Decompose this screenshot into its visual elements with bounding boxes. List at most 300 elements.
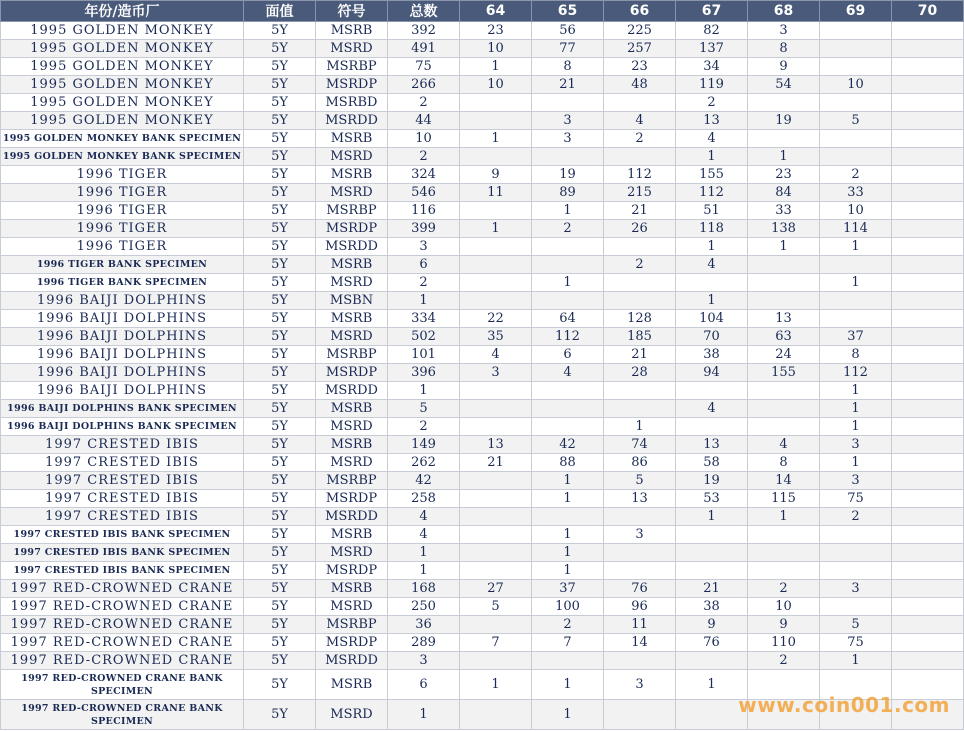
row-coin-name: 1997 CRESTED IBIS BANK SPECIMEN (1, 562, 244, 580)
row-symbol: MSRB (316, 400, 388, 418)
row-coin-name: 1997 RED-CROWNED CRANE BANK SPECIMEN (1, 700, 244, 730)
row-grade-69: 75 (820, 634, 892, 652)
row-grade-64 (460, 616, 532, 634)
row-grade-65: 112 (532, 328, 604, 346)
table-row (1, 454, 964, 472)
row-total: 502 (388, 328, 460, 346)
row-grade-70 (892, 454, 964, 472)
row-grade-64 (460, 112, 532, 130)
table-row (1, 292, 964, 310)
row-grade-66: 21 (604, 346, 676, 364)
row-grade-70 (892, 220, 964, 238)
header-denomination: 面值 (244, 1, 316, 22)
row-grade-69 (820, 310, 892, 328)
row-symbol: MSRBP (316, 58, 388, 76)
row-grade-66 (604, 274, 676, 292)
row-grade-67: 118 (676, 220, 748, 238)
table-row (1, 598, 964, 616)
row-total: 1 (388, 382, 460, 400)
row-denomination: 5Y (244, 382, 316, 400)
row-denomination: 5Y (244, 256, 316, 274)
table-row (1, 94, 964, 112)
row-grade-65: 64 (532, 310, 604, 328)
row-grade-69: 2 (820, 508, 892, 526)
row-grade-64: 22 (460, 310, 532, 328)
row-grade-65: 3 (532, 112, 604, 130)
row-coin-name: 1997 RED-CROWNED CRANE (1, 634, 244, 652)
row-grade-65: 89 (532, 184, 604, 202)
row-grade-64: 35 (460, 328, 532, 346)
row-grade-69: 3 (820, 472, 892, 490)
row-denomination: 5Y (244, 364, 316, 382)
row-grade-64: 1 (460, 130, 532, 148)
row-grade-69 (820, 58, 892, 76)
row-grade-66: 23 (604, 58, 676, 76)
row-coin-name: 1997 CRESTED IBIS (1, 436, 244, 454)
row-grade-65: 56 (532, 22, 604, 40)
row-grade-67: 70 (676, 328, 748, 346)
row-grade-67: 104 (676, 310, 748, 328)
table-row (1, 418, 964, 436)
row-grade-68: 13 (748, 310, 820, 328)
table-row (1, 364, 964, 382)
row-grade-65 (532, 94, 604, 112)
row-grade-67: 38 (676, 598, 748, 616)
row-grade-64 (460, 562, 532, 580)
row-grade-67: 112 (676, 184, 748, 202)
header-grade-67: 67 (676, 1, 748, 22)
row-coin-name: 1997 RED-CROWNED CRANE (1, 598, 244, 616)
table-row (1, 202, 964, 220)
row-grade-69 (820, 256, 892, 274)
row-coin-name: 1996 BAIJI DOLPHINS BANK SPECIMEN (1, 400, 244, 418)
row-grade-69: 8 (820, 346, 892, 364)
row-coin-name: 1996 BAIJI DOLPHINS (1, 382, 244, 400)
row-symbol: MSRDD (316, 238, 388, 256)
row-grade-64 (460, 526, 532, 544)
header-grade-65: 65 (532, 1, 604, 22)
row-total: 1 (388, 700, 460, 730)
row-grade-70 (892, 148, 964, 166)
row-grade-68: 4 (748, 436, 820, 454)
row-symbol: MSRBP (316, 616, 388, 634)
row-grade-66 (604, 238, 676, 256)
row-grade-69: 112 (820, 364, 892, 382)
row-grade-68 (748, 382, 820, 400)
row-total: 4 (388, 508, 460, 526)
row-grade-65: 1 (532, 202, 604, 220)
row-grade-65 (532, 382, 604, 400)
row-grade-69: 1 (820, 652, 892, 670)
header-row (1, 1, 964, 22)
row-grade-68: 19 (748, 112, 820, 130)
row-grade-70 (892, 580, 964, 598)
row-grade-65: 37 (532, 580, 604, 598)
row-grade-64: 21 (460, 454, 532, 472)
table-row (1, 112, 964, 130)
row-grade-69: 75 (820, 490, 892, 508)
row-total: 36 (388, 616, 460, 634)
row-grade-67 (676, 562, 748, 580)
row-coin-name: 1996 BAIJI DOLPHINS (1, 328, 244, 346)
row-symbol: MSRBP (316, 472, 388, 490)
row-total: 1 (388, 292, 460, 310)
row-grade-65: 6 (532, 346, 604, 364)
row-grade-68: 54 (748, 76, 820, 94)
row-grade-69: 1 (820, 454, 892, 472)
row-grade-64: 10 (460, 40, 532, 58)
row-coin-name: 1996 BAIJI DOLPHINS (1, 346, 244, 364)
row-coin-name: 1995 GOLDEN MONKEY (1, 94, 244, 112)
row-grade-69: 1 (820, 238, 892, 256)
row-grade-68: 1 (748, 148, 820, 166)
row-total: 392 (388, 22, 460, 40)
table-row (1, 40, 964, 58)
row-grade-65 (532, 256, 604, 274)
row-grade-69: 1 (820, 382, 892, 400)
row-grade-66 (604, 400, 676, 418)
row-symbol: MSRDP (316, 220, 388, 238)
row-denomination: 5Y (244, 40, 316, 58)
row-grade-66: 2 (604, 130, 676, 148)
row-grade-69: 5 (820, 616, 892, 634)
row-grade-68: 14 (748, 472, 820, 490)
row-grade-64 (460, 418, 532, 436)
row-symbol: MSRB (316, 436, 388, 454)
row-coin-name: 1996 TIGER (1, 202, 244, 220)
row-grade-66 (604, 508, 676, 526)
row-grade-65: 1 (532, 544, 604, 562)
row-grade-70 (892, 562, 964, 580)
row-total: 2 (388, 418, 460, 436)
row-grade-64 (460, 256, 532, 274)
row-grade-69: 5 (820, 112, 892, 130)
row-coin-name: 1997 CRESTED IBIS (1, 508, 244, 526)
row-grade-65: 1 (532, 526, 604, 544)
row-grade-70 (892, 112, 964, 130)
row-grade-66: 74 (604, 436, 676, 454)
row-grade-70 (892, 58, 964, 76)
row-grade-67 (676, 544, 748, 562)
row-grade-64: 9 (460, 166, 532, 184)
row-grade-70 (892, 382, 964, 400)
row-grade-70 (892, 76, 964, 94)
table-row (1, 580, 964, 598)
row-grade-64 (460, 202, 532, 220)
row-symbol: MSRDP (316, 76, 388, 94)
table-row (1, 220, 964, 238)
row-grade-70 (892, 292, 964, 310)
row-grade-68: 110 (748, 634, 820, 652)
table-row (1, 166, 964, 184)
row-grade-70 (892, 508, 964, 526)
row-total: 2 (388, 94, 460, 112)
row-grade-64 (460, 382, 532, 400)
row-coin-name: 1996 TIGER BANK SPECIMEN (1, 256, 244, 274)
row-grade-65: 1 (532, 670, 604, 700)
row-coin-name: 1996 BAIJI DOLPHINS (1, 364, 244, 382)
row-symbol: MSRDP (316, 634, 388, 652)
row-grade-70 (892, 328, 964, 346)
row-symbol: MSRD (316, 328, 388, 346)
row-grade-64: 10 (460, 76, 532, 94)
row-grade-67: 19 (676, 472, 748, 490)
table-row (1, 130, 964, 148)
row-coin-name: 1995 GOLDEN MONKEY (1, 58, 244, 76)
row-coin-name: 1997 CRESTED IBIS (1, 490, 244, 508)
row-grade-69 (820, 22, 892, 40)
row-grade-67: 38 (676, 346, 748, 364)
row-grade-65 (532, 238, 604, 256)
table-row (1, 634, 964, 652)
row-total: 1 (388, 544, 460, 562)
row-denomination: 5Y (244, 562, 316, 580)
row-total: 101 (388, 346, 460, 364)
row-grade-66: 14 (604, 634, 676, 652)
row-grade-66 (604, 562, 676, 580)
row-grade-66: 86 (604, 454, 676, 472)
row-grade-66: 21 (604, 202, 676, 220)
row-grade-67: 34 (676, 58, 748, 76)
row-total: 42 (388, 472, 460, 490)
row-symbol: MSRB (316, 256, 388, 274)
row-grade-70 (892, 634, 964, 652)
row-total: 2 (388, 274, 460, 292)
row-total: 10 (388, 130, 460, 148)
row-denomination: 5Y (244, 454, 316, 472)
row-symbol: MSRD (316, 274, 388, 292)
row-grade-67 (676, 418, 748, 436)
row-grade-70 (892, 256, 964, 274)
row-grade-67: 82 (676, 22, 748, 40)
row-grade-69 (820, 292, 892, 310)
row-grade-66 (604, 94, 676, 112)
row-denomination: 5Y (244, 112, 316, 130)
row-grade-68 (748, 94, 820, 112)
row-grade-69 (820, 40, 892, 58)
row-denomination: 5Y (244, 184, 316, 202)
row-symbol: MSRB (316, 670, 388, 700)
row-grade-64: 7 (460, 634, 532, 652)
row-grade-66: 5 (604, 472, 676, 490)
row-grade-65: 1 (532, 472, 604, 490)
row-grade-67: 4 (676, 400, 748, 418)
row-grade-65: 1 (532, 562, 604, 580)
table-row (1, 652, 964, 670)
row-grade-66: 185 (604, 328, 676, 346)
watermark-logo: www.coin001.com (738, 693, 950, 717)
row-total: 399 (388, 220, 460, 238)
row-grade-64: 27 (460, 580, 532, 598)
row-grade-64: 1 (460, 220, 532, 238)
table-row (1, 58, 964, 76)
row-coin-name: 1996 TIGER (1, 238, 244, 256)
row-denomination: 5Y (244, 58, 316, 76)
row-grade-70 (892, 202, 964, 220)
row-coin-name: 1995 GOLDEN MONKEY BANK SPECIMEN (1, 148, 244, 166)
row-grade-68: 33 (748, 202, 820, 220)
table-row (1, 616, 964, 634)
row-grade-69: 3 (820, 580, 892, 598)
row-total: 334 (388, 310, 460, 328)
row-total: 491 (388, 40, 460, 58)
row-total: 266 (388, 76, 460, 94)
row-grade-67 (676, 652, 748, 670)
row-symbol: MSRDP (316, 490, 388, 508)
row-total: 396 (388, 364, 460, 382)
row-grade-70 (892, 40, 964, 58)
row-grade-66: 257 (604, 40, 676, 58)
row-symbol: MSRBP (316, 202, 388, 220)
row-total: 3 (388, 238, 460, 256)
row-grade-70 (892, 490, 964, 508)
row-grade-70 (892, 346, 964, 364)
row-grade-70 (892, 616, 964, 634)
row-grade-65: 7 (532, 634, 604, 652)
row-grade-68: 24 (748, 346, 820, 364)
row-total: 2 (388, 148, 460, 166)
row-denomination: 5Y (244, 616, 316, 634)
row-symbol: MSRB (316, 526, 388, 544)
table-row (1, 328, 964, 346)
row-grade-68: 115 (748, 490, 820, 508)
row-grade-66: 215 (604, 184, 676, 202)
row-denomination: 5Y (244, 508, 316, 526)
row-denomination: 5Y (244, 220, 316, 238)
row-grade-65 (532, 418, 604, 436)
row-denomination: 5Y (244, 148, 316, 166)
row-grade-65: 1 (532, 274, 604, 292)
row-grade-68 (748, 292, 820, 310)
row-symbol: MSRB (316, 580, 388, 598)
row-symbol: MSRD (316, 700, 388, 730)
row-grade-69: 10 (820, 202, 892, 220)
row-total: 168 (388, 580, 460, 598)
row-grade-67: 1 (676, 238, 748, 256)
row-grade-69 (820, 598, 892, 616)
row-grade-64: 4 (460, 346, 532, 364)
row-denomination: 5Y (244, 292, 316, 310)
row-grade-67: 21 (676, 580, 748, 598)
row-grade-68 (748, 274, 820, 292)
row-symbol: MSRD (316, 544, 388, 562)
row-denomination: 5Y (244, 580, 316, 598)
row-grade-69 (820, 562, 892, 580)
row-grade-68: 155 (748, 364, 820, 382)
row-denomination: 5Y (244, 22, 316, 40)
row-grade-69: 10 (820, 76, 892, 94)
row-grade-64 (460, 490, 532, 508)
row-coin-name: 1996 TIGER (1, 184, 244, 202)
row-grade-65: 77 (532, 40, 604, 58)
row-grade-70 (892, 418, 964, 436)
row-grade-68 (748, 562, 820, 580)
row-symbol: MSRBD (316, 94, 388, 112)
row-grade-67: 137 (676, 40, 748, 58)
row-grade-65: 1 (532, 490, 604, 508)
row-total: 149 (388, 436, 460, 454)
row-grade-66 (604, 148, 676, 166)
row-coin-name: 1997 CRESTED IBIS (1, 472, 244, 490)
row-symbol: MSRDD (316, 112, 388, 130)
row-grade-70 (892, 310, 964, 328)
row-grade-69: 1 (820, 400, 892, 418)
row-grade-70 (892, 436, 964, 454)
row-grade-67 (676, 382, 748, 400)
row-total: 75 (388, 58, 460, 76)
table-row (1, 22, 964, 40)
row-denomination: 5Y (244, 94, 316, 112)
row-grade-67: 1 (676, 508, 748, 526)
row-grade-67: 58 (676, 454, 748, 472)
row-grade-67: 4 (676, 130, 748, 148)
row-grade-64 (460, 238, 532, 256)
row-grade-69: 33 (820, 184, 892, 202)
row-grade-66: 225 (604, 22, 676, 40)
row-denomination: 5Y (244, 274, 316, 292)
row-grade-68 (748, 544, 820, 562)
row-grade-68: 2 (748, 652, 820, 670)
row-symbol: MSRDD (316, 652, 388, 670)
table-row (1, 544, 964, 562)
header-grade-70: 70 (892, 1, 964, 22)
row-denomination: 5Y (244, 634, 316, 652)
row-coin-name: 1996 TIGER BANK SPECIMEN (1, 274, 244, 292)
row-denomination: 5Y (244, 310, 316, 328)
row-coin-name: 1997 CRESTED IBIS BANK SPECIMEN (1, 544, 244, 562)
row-denomination: 5Y (244, 346, 316, 364)
row-grade-64 (460, 700, 532, 730)
row-total: 116 (388, 202, 460, 220)
table-row (1, 274, 964, 292)
table-row (1, 436, 964, 454)
row-denomination: 5Y (244, 202, 316, 220)
row-grade-64: 5 (460, 598, 532, 616)
row-grade-64 (460, 652, 532, 670)
row-grade-65 (532, 508, 604, 526)
row-coin-name: 1997 CRESTED IBIS BANK SPECIMEN (1, 526, 244, 544)
row-grade-68: 84 (748, 184, 820, 202)
table-row (1, 346, 964, 364)
row-symbol: MSRD (316, 184, 388, 202)
row-grade-69: 114 (820, 220, 892, 238)
row-total: 4 (388, 526, 460, 544)
row-coin-name: 1997 RED-CROWNED CRANE (1, 652, 244, 670)
row-denomination: 5Y (244, 526, 316, 544)
row-grade-70 (892, 274, 964, 292)
row-grade-69: 37 (820, 328, 892, 346)
row-grade-67: 53 (676, 490, 748, 508)
header-grade-68: 68 (748, 1, 820, 22)
row-symbol: MSRB (316, 130, 388, 148)
row-coin-name: 1997 RED-CROWNED CRANE BANK SPECIMEN (1, 670, 244, 700)
row-grade-64 (460, 292, 532, 310)
row-denomination: 5Y (244, 670, 316, 700)
row-total: 250 (388, 598, 460, 616)
row-grade-67: 4 (676, 256, 748, 274)
row-grade-67: 1 (676, 292, 748, 310)
row-grade-66: 3 (604, 670, 676, 700)
row-grade-66: 13 (604, 490, 676, 508)
row-grade-67: 2 (676, 94, 748, 112)
row-grade-68: 138 (748, 220, 820, 238)
row-grade-69: 1 (820, 418, 892, 436)
header-grade-69: 69 (820, 1, 892, 22)
row-denomination: 5Y (244, 652, 316, 670)
row-grade-64: 1 (460, 58, 532, 76)
row-grade-66: 76 (604, 580, 676, 598)
row-grade-68: 8 (748, 454, 820, 472)
